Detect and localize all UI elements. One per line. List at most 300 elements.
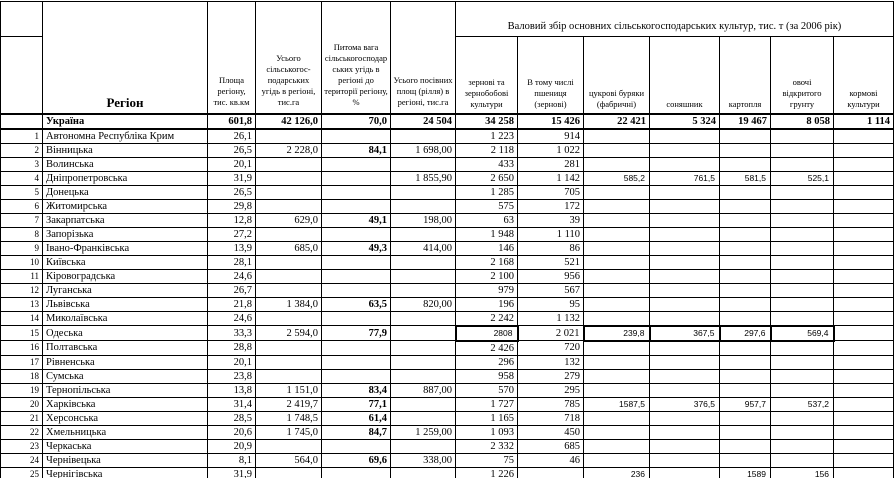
fodder-column-header[interactable]: кормові культури xyxy=(834,37,894,114)
cell-wheat[interactable]: 2 021 xyxy=(518,326,584,341)
row-number-cell[interactable]: 16 xyxy=(1,341,43,356)
region-name-cell[interactable]: Автономна Республіка Крим xyxy=(43,129,208,144)
cell-area[interactable]: 31,9 xyxy=(208,171,256,185)
cell-agri-share[interactable] xyxy=(322,227,391,241)
cell-agri-land[interactable] xyxy=(256,369,322,383)
cell-area[interactable]: 21,8 xyxy=(208,297,256,311)
cell-sown-area[interactable] xyxy=(391,341,456,356)
cell-sunflower[interactable] xyxy=(650,411,720,425)
cell-fodder[interactable] xyxy=(834,355,894,369)
row-number-cell[interactable]: 17 xyxy=(1,355,43,369)
region-name-cell[interactable]: Сумська xyxy=(43,369,208,383)
row-number-cell[interactable]: 25 xyxy=(1,467,43,478)
cell-fodder[interactable] xyxy=(834,199,894,213)
region-name-cell[interactable]: Дніпропетровська xyxy=(43,171,208,185)
cell-agri-land[interactable] xyxy=(256,269,322,283)
cell-sunflower[interactable]: 5 324 xyxy=(650,114,720,129)
row-number-cell[interactable]: 4 xyxy=(1,171,43,185)
cell-fodder[interactable]: 1 114 xyxy=(834,114,894,129)
cell-agri-land[interactable] xyxy=(256,439,322,453)
cell-agri-land[interactable] xyxy=(256,171,322,185)
corner-cell-top[interactable] xyxy=(1,2,43,37)
cell-grain[interactable]: 2 426 xyxy=(456,341,518,356)
cell-vegetables[interactable] xyxy=(771,227,834,241)
cell-sown-area[interactable] xyxy=(391,311,456,326)
cell-potato[interactable] xyxy=(720,185,771,199)
cell-fodder[interactable] xyxy=(834,241,894,255)
cell-wheat[interactable]: 914 xyxy=(518,129,584,144)
cell-sugar-beet[interactable]: 239,8 xyxy=(584,326,650,341)
cell-sugar-beet[interactable] xyxy=(584,213,650,227)
cell-area[interactable]: 13,9 xyxy=(208,241,256,255)
cell-grain[interactable]: 2 650 xyxy=(456,171,518,185)
cell-area[interactable]: 24,6 xyxy=(208,269,256,283)
cell-sown-area[interactable] xyxy=(391,227,456,241)
row-number-cell[interactable]: 6 xyxy=(1,199,43,213)
cell-vegetables[interactable]: 537,2 xyxy=(771,397,834,411)
cell-sunflower[interactable] xyxy=(650,283,720,297)
cell-area[interactable]: 31,4 xyxy=(208,397,256,411)
cell-agri-land[interactable]: 629,0 xyxy=(256,213,322,227)
cell-sown-area[interactable] xyxy=(391,283,456,297)
cell-agri-share[interactable] xyxy=(322,341,391,356)
region-name-cell[interactable]: Вінницька xyxy=(43,143,208,157)
region-name-cell[interactable]: Івано-Франківська xyxy=(43,241,208,255)
cell-sunflower[interactable] xyxy=(650,369,720,383)
cell-wheat[interactable]: 295 xyxy=(518,383,584,397)
cell-sown-area[interactable] xyxy=(391,355,456,369)
cell-sown-area[interactable] xyxy=(391,185,456,199)
cell-agri-share[interactable]: 70,0 xyxy=(322,114,391,129)
cell-wheat[interactable]: 785 xyxy=(518,397,584,411)
cell-sunflower[interactable] xyxy=(650,439,720,453)
region-name-cell[interactable]: Львівська xyxy=(43,297,208,311)
cell-agri-land[interactable]: 1 745,0 xyxy=(256,425,322,439)
cell-sunflower[interactable] xyxy=(650,199,720,213)
cell-sown-area[interactable]: 1 698,00 xyxy=(391,143,456,157)
cell-sown-area[interactable]: 338,00 xyxy=(391,453,456,467)
row-number-cell[interactable]: 15 xyxy=(1,326,43,341)
cell-sugar-beet[interactable] xyxy=(584,311,650,326)
cell-area[interactable]: 29,8 xyxy=(208,199,256,213)
cell-potato[interactable] xyxy=(720,297,771,311)
cell-sown-area[interactable] xyxy=(391,369,456,383)
cell-sown-area[interactable]: 820,00 xyxy=(391,297,456,311)
cell-sugar-beet[interactable]: 585,2 xyxy=(584,171,650,185)
cell-wheat[interactable]: 15 426 xyxy=(518,114,584,129)
cell-sugar-beet[interactable]: 1587,5 xyxy=(584,397,650,411)
cell-agri-land[interactable] xyxy=(256,467,322,478)
cell-sugar-beet[interactable] xyxy=(584,411,650,425)
cell-sown-area[interactable]: 1 855,90 xyxy=(391,171,456,185)
cell-fodder[interactable] xyxy=(834,326,894,341)
cell-vegetables[interactable] xyxy=(771,255,834,269)
cell-potato[interactable] xyxy=(720,425,771,439)
cell-vegetables[interactable] xyxy=(771,411,834,425)
region-name-cell[interactable]: Україна xyxy=(43,114,208,129)
cell-wheat[interactable]: 718 xyxy=(518,411,584,425)
cell-grain[interactable]: 1 285 xyxy=(456,185,518,199)
region-name-cell[interactable]: Полтавська xyxy=(43,341,208,356)
cell-potato[interactable] xyxy=(720,129,771,144)
cell-sunflower[interactable] xyxy=(650,255,720,269)
cell-sugar-beet[interactable] xyxy=(584,143,650,157)
cell-fodder[interactable] xyxy=(834,467,894,478)
cell-sunflower[interactable] xyxy=(650,383,720,397)
cell-vegetables[interactable] xyxy=(771,241,834,255)
cell-vegetables[interactable]: 569,4 xyxy=(771,326,834,341)
region-name-cell[interactable]: Одеська xyxy=(43,326,208,341)
cell-sugar-beet[interactable] xyxy=(584,383,650,397)
region-name-cell[interactable]: Житомирська xyxy=(43,199,208,213)
cell-potato[interactable]: 297,6 xyxy=(720,326,771,341)
cell-sown-area[interactable]: 887,00 xyxy=(391,383,456,397)
cell-grain[interactable]: 2 168 xyxy=(456,255,518,269)
row-number-cell[interactable]: 20 xyxy=(1,397,43,411)
cell-grain[interactable]: 1 223 xyxy=(456,129,518,144)
cell-grain[interactable]: 958 xyxy=(456,369,518,383)
cell-area[interactable]: 28,5 xyxy=(208,411,256,425)
region-name-cell[interactable]: Запорізька xyxy=(43,227,208,241)
cell-grain[interactable]: 1 727 xyxy=(456,397,518,411)
cell-sugar-beet[interactable] xyxy=(584,439,650,453)
cell-fodder[interactable] xyxy=(834,341,894,356)
cell-area[interactable]: 12,8 xyxy=(208,213,256,227)
cell-sunflower[interactable] xyxy=(650,143,720,157)
cell-agri-share[interactable] xyxy=(322,439,391,453)
row-number-cell[interactable]: 23 xyxy=(1,439,43,453)
cell-agri-share[interactable] xyxy=(322,185,391,199)
cell-potato[interactable] xyxy=(720,213,771,227)
wheat-column-header[interactable]: В тому числі пшениця (зернові) xyxy=(518,37,584,114)
cell-agri-land[interactable] xyxy=(256,199,322,213)
cell-wheat[interactable]: 956 xyxy=(518,269,584,283)
cell-grain[interactable]: 1 165 xyxy=(456,411,518,425)
row-number-cell[interactable]: 12 xyxy=(1,283,43,297)
cell-vegetables[interactable] xyxy=(771,269,834,283)
cell-sown-area[interactable] xyxy=(391,411,456,425)
cell-sunflower[interactable] xyxy=(650,453,720,467)
cell-fodder[interactable] xyxy=(834,283,894,297)
cell-agri-land[interactable] xyxy=(256,129,322,144)
cell-grain[interactable]: 979 xyxy=(456,283,518,297)
cell-sown-area[interactable] xyxy=(391,439,456,453)
cell-potato[interactable] xyxy=(720,369,771,383)
cell-vegetables[interactable]: 156 xyxy=(771,467,834,478)
cell-agri-share[interactable] xyxy=(322,311,391,326)
row-number-cell[interactable]: 8 xyxy=(1,227,43,241)
region-name-cell[interactable]: Луганська xyxy=(43,283,208,297)
cell-agri-land[interactable]: 2 419,7 xyxy=(256,397,322,411)
cell-agri-land[interactable] xyxy=(256,283,322,297)
cell-agri-land[interactable] xyxy=(256,355,322,369)
cell-area[interactable]: 8,1 xyxy=(208,453,256,467)
region-name-cell[interactable]: Донецька xyxy=(43,185,208,199)
cell-sugar-beet[interactable] xyxy=(584,269,650,283)
cell-agri-land[interactable] xyxy=(256,227,322,241)
cell-potato[interactable] xyxy=(720,227,771,241)
cell-grain[interactable]: 146 xyxy=(456,241,518,255)
cell-sunflower[interactable]: 367,5 xyxy=(650,326,720,341)
cell-sown-area[interactable]: 1 259,00 xyxy=(391,425,456,439)
region-column-header[interactable]: Регіон xyxy=(43,2,208,114)
cell-vegetables[interactable] xyxy=(771,297,834,311)
row-number-cell[interactable]: 1 xyxy=(1,129,43,144)
cell-potato[interactable] xyxy=(720,453,771,467)
region-name-cell[interactable]: Миколаївська xyxy=(43,311,208,326)
cell-potato[interactable] xyxy=(720,283,771,297)
cell-agri-share[interactable]: 61,4 xyxy=(322,411,391,425)
row-number-cell[interactable]: 21 xyxy=(1,411,43,425)
cell-area[interactable]: 601,8 xyxy=(208,114,256,129)
cell-sunflower[interactable] xyxy=(650,269,720,283)
cell-wheat[interactable]: 86 xyxy=(518,241,584,255)
cell-sugar-beet[interactable] xyxy=(584,227,650,241)
cell-vegetables[interactable] xyxy=(771,199,834,213)
cell-area[interactable]: 24,6 xyxy=(208,311,256,326)
cell-sunflower[interactable] xyxy=(650,341,720,356)
cell-agri-share[interactable]: 77,1 xyxy=(322,397,391,411)
row-number-cell[interactable]: 5 xyxy=(1,185,43,199)
row-number-cell[interactable]: 14 xyxy=(1,311,43,326)
cell-grain[interactable]: 2 100 xyxy=(456,269,518,283)
agri-share-column-header[interactable]: Питома вага сільськогосподарських угідь в регіоні до території регіону, % xyxy=(322,2,391,114)
cell-vegetables[interactable]: 8 058 xyxy=(771,114,834,129)
cell-area[interactable]: 13,8 xyxy=(208,383,256,397)
cell-area[interactable]: 31,9 xyxy=(208,467,256,478)
cell-area[interactable]: 23,8 xyxy=(208,369,256,383)
cell-agri-land[interactable]: 1 748,5 xyxy=(256,411,322,425)
cell-potato[interactable] xyxy=(720,355,771,369)
cell-wheat[interactable]: 521 xyxy=(518,255,584,269)
cell-potato[interactable] xyxy=(720,411,771,425)
row-number-cell[interactable]: 18 xyxy=(1,369,43,383)
cell-potato[interactable] xyxy=(720,241,771,255)
area-column-header[interactable]: Площа регіону, тис. кв.км xyxy=(208,2,256,114)
row-number-cell[interactable]: 7 xyxy=(1,213,43,227)
row-number-cell[interactable]: 9 xyxy=(1,241,43,255)
cell-sugar-beet[interactable] xyxy=(584,425,650,439)
cell-vegetables[interactable] xyxy=(771,439,834,453)
cell-agri-land[interactable]: 42 126,0 xyxy=(256,114,322,129)
cell-area[interactable]: 26,1 xyxy=(208,129,256,144)
vegetables-column-header[interactable]: овочі відкритого грунту xyxy=(771,37,834,114)
cell-agri-share[interactable] xyxy=(322,255,391,269)
cell-sugar-beet[interactable] xyxy=(584,199,650,213)
cell-agri-share[interactable] xyxy=(322,129,391,144)
cell-wheat[interactable]: 685 xyxy=(518,439,584,453)
sunflower-column-header[interactable]: соняшник xyxy=(650,37,720,114)
cell-sunflower[interactable]: 761,5 xyxy=(650,171,720,185)
cell-sugar-beet[interactable] xyxy=(584,341,650,356)
cell-wheat[interactable]: 281 xyxy=(518,157,584,171)
cell-vegetables[interactable] xyxy=(771,185,834,199)
cell-fodder[interactable] xyxy=(834,143,894,157)
cell-potato[interactable] xyxy=(720,199,771,213)
cell-vegetables[interactable] xyxy=(771,355,834,369)
cell-wheat[interactable]: 39 xyxy=(518,213,584,227)
cell-agri-share[interactable] xyxy=(322,171,391,185)
cell-vegetables[interactable] xyxy=(771,143,834,157)
cell-vegetables[interactable] xyxy=(771,425,834,439)
cell-sunflower[interactable] xyxy=(650,297,720,311)
cell-sown-area[interactable] xyxy=(391,199,456,213)
cell-sugar-beet[interactable] xyxy=(584,283,650,297)
cell-potato[interactable]: 957,7 xyxy=(720,397,771,411)
cell-fodder[interactable] xyxy=(834,269,894,283)
cell-fodder[interactable] xyxy=(834,213,894,227)
region-name-cell[interactable]: Чернігівська xyxy=(43,467,208,478)
cell-wheat[interactable]: 720 xyxy=(518,341,584,356)
corner-cell-bottom[interactable] xyxy=(1,37,43,114)
cell-agri-land[interactable]: 1 151,0 xyxy=(256,383,322,397)
region-name-cell[interactable]: Харківська xyxy=(43,397,208,411)
cell-sown-area[interactable] xyxy=(391,255,456,269)
region-name-cell[interactable]: Херсонська xyxy=(43,411,208,425)
cell-agri-share[interactable]: 49,3 xyxy=(322,241,391,255)
cell-sugar-beet[interactable] xyxy=(584,369,650,383)
cell-potato[interactable] xyxy=(720,439,771,453)
cell-fodder[interactable] xyxy=(834,185,894,199)
cell-fodder[interactable] xyxy=(834,453,894,467)
cell-grain[interactable]: 2 332 xyxy=(456,439,518,453)
cell-vegetables[interactable] xyxy=(771,341,834,356)
cell-agri-share[interactable] xyxy=(322,355,391,369)
cell-agri-land[interactable]: 1 384,0 xyxy=(256,297,322,311)
cell-grain[interactable]: 575 xyxy=(456,199,518,213)
cell-wheat[interactable]: 567 xyxy=(518,283,584,297)
row-number-cell[interactable]: 11 xyxy=(1,269,43,283)
cell-sunflower[interactable] xyxy=(650,311,720,326)
cell-sunflower[interactable] xyxy=(650,425,720,439)
region-name-cell[interactable]: Кіровоградська xyxy=(43,269,208,283)
cell-wheat[interactable]: 1 022 xyxy=(518,143,584,157)
cell-agri-share[interactable]: 83,4 xyxy=(322,383,391,397)
cell-wheat[interactable]: 450 xyxy=(518,425,584,439)
row-number-cell[interactable]: 13 xyxy=(1,297,43,311)
cell-vegetables[interactable] xyxy=(771,383,834,397)
cell-sown-area[interactable] xyxy=(391,326,456,341)
cell-sunflower[interactable] xyxy=(650,355,720,369)
cell-agri-share[interactable]: 84,7 xyxy=(322,425,391,439)
cell-wheat[interactable] xyxy=(518,467,584,478)
region-name-cell[interactable]: Чернівецька xyxy=(43,453,208,467)
cell-wheat[interactable]: 279 xyxy=(518,369,584,383)
cell-sown-area[interactable] xyxy=(391,269,456,283)
cell-grain[interactable]: 63 xyxy=(456,213,518,227)
cell-fodder[interactable] xyxy=(834,383,894,397)
cell-fodder[interactable] xyxy=(834,439,894,453)
region-name-cell[interactable]: Тернопільська xyxy=(43,383,208,397)
cell-area[interactable]: 28,8 xyxy=(208,341,256,356)
cell-potato[interactable] xyxy=(720,311,771,326)
cell-area[interactable]: 26,5 xyxy=(208,185,256,199)
cell-area[interactable]: 27,2 xyxy=(208,227,256,241)
grain-column-header[interactable]: зернові та зернобобові культури xyxy=(456,37,518,114)
cell-agri-share[interactable]: 63,5 xyxy=(322,297,391,311)
cell-vegetables[interactable] xyxy=(771,369,834,383)
cell-fodder[interactable] xyxy=(834,411,894,425)
cell-fodder[interactable] xyxy=(834,297,894,311)
cell-vegetables[interactable] xyxy=(771,213,834,227)
cell-sunflower[interactable] xyxy=(650,157,720,171)
cell-vegetables[interactable] xyxy=(771,453,834,467)
row-number-cell[interactable]: 24 xyxy=(1,453,43,467)
cell-area[interactable]: 26,5 xyxy=(208,143,256,157)
cell-sunflower[interactable] xyxy=(650,227,720,241)
row-number-cell[interactable]: 10 xyxy=(1,255,43,269)
cell-vegetables[interactable] xyxy=(771,311,834,326)
cell-grain[interactable]: 2 118 xyxy=(456,143,518,157)
cell-vegetables[interactable] xyxy=(771,157,834,171)
region-name-cell[interactable]: Хмельницька xyxy=(43,425,208,439)
cell-grain[interactable]: 1 948 xyxy=(456,227,518,241)
region-name-cell[interactable]: Закарпатська xyxy=(43,213,208,227)
cell-agri-share[interactable] xyxy=(322,269,391,283)
cell-wheat[interactable]: 1 142 xyxy=(518,171,584,185)
cell-agri-land[interactable] xyxy=(256,255,322,269)
region-name-cell[interactable]: Рівненська xyxy=(43,355,208,369)
cell-grain[interactable]: 2808 xyxy=(456,326,518,341)
cell-sown-area[interactable] xyxy=(391,157,456,171)
cell-potato[interactable]: 581,5 xyxy=(720,171,771,185)
row-number-cell[interactable]: 2 xyxy=(1,143,43,157)
cell-potato[interactable] xyxy=(720,157,771,171)
cell-area[interactable]: 20,1 xyxy=(208,157,256,171)
cell-agri-land[interactable]: 564,0 xyxy=(256,453,322,467)
region-name-cell[interactable]: Київська xyxy=(43,255,208,269)
cell-agri-land[interactable]: 685,0 xyxy=(256,241,322,255)
cell-agri-share[interactable] xyxy=(322,157,391,171)
gross-harvest-group-header[interactable]: Валовий збір основних сільськогосподарських культур, тис. т (за 2006 рік) xyxy=(456,2,894,37)
cell-agri-land[interactable]: 2 594,0 xyxy=(256,326,322,341)
cell-agri-share[interactable]: 69,6 xyxy=(322,453,391,467)
cell-sugar-beet[interactable] xyxy=(584,297,650,311)
cell-fodder[interactable] xyxy=(834,311,894,326)
cell-fodder[interactable] xyxy=(834,227,894,241)
cell-wheat[interactable]: 1 132 xyxy=(518,311,584,326)
cell-sunflower[interactable] xyxy=(650,241,720,255)
cell-vegetables[interactable] xyxy=(771,283,834,297)
cell-sown-area[interactable]: 24 504 xyxy=(391,114,456,129)
cell-grain[interactable]: 2 242 xyxy=(456,311,518,326)
row-number-cell[interactable]: 22 xyxy=(1,425,43,439)
cell-area[interactable]: 20,1 xyxy=(208,355,256,369)
cell-agri-share[interactable]: 84,1 xyxy=(322,143,391,157)
sugar-beet-column-header[interactable]: цукрові буряки (фабричні) xyxy=(584,37,650,114)
potato-column-header[interactable]: картопля xyxy=(720,37,771,114)
cell-vegetables[interactable] xyxy=(771,129,834,144)
cell-wheat[interactable]: 132 xyxy=(518,355,584,369)
cell-sown-area[interactable] xyxy=(391,397,456,411)
cell-potato[interactable] xyxy=(720,269,771,283)
cell-fodder[interactable] xyxy=(834,129,894,144)
cell-sugar-beet[interactable] xyxy=(584,129,650,144)
cell-fodder[interactable] xyxy=(834,397,894,411)
cell-potato[interactable] xyxy=(720,341,771,356)
cell-potato[interactable]: 1589 xyxy=(720,467,771,478)
row-number-cell[interactable]: 19 xyxy=(1,383,43,397)
cell-grain[interactable]: 570 xyxy=(456,383,518,397)
cell-agri-share[interactable]: 77,9 xyxy=(322,326,391,341)
cell-potato[interactable] xyxy=(720,383,771,397)
cell-sugar-beet[interactable] xyxy=(584,157,650,171)
cell-sunflower[interactable] xyxy=(650,213,720,227)
cell-sugar-beet[interactable] xyxy=(584,255,650,269)
row-number-cell[interactable] xyxy=(1,114,43,129)
cell-area[interactable]: 20,9 xyxy=(208,439,256,453)
cell-sugar-beet[interactable] xyxy=(584,453,650,467)
